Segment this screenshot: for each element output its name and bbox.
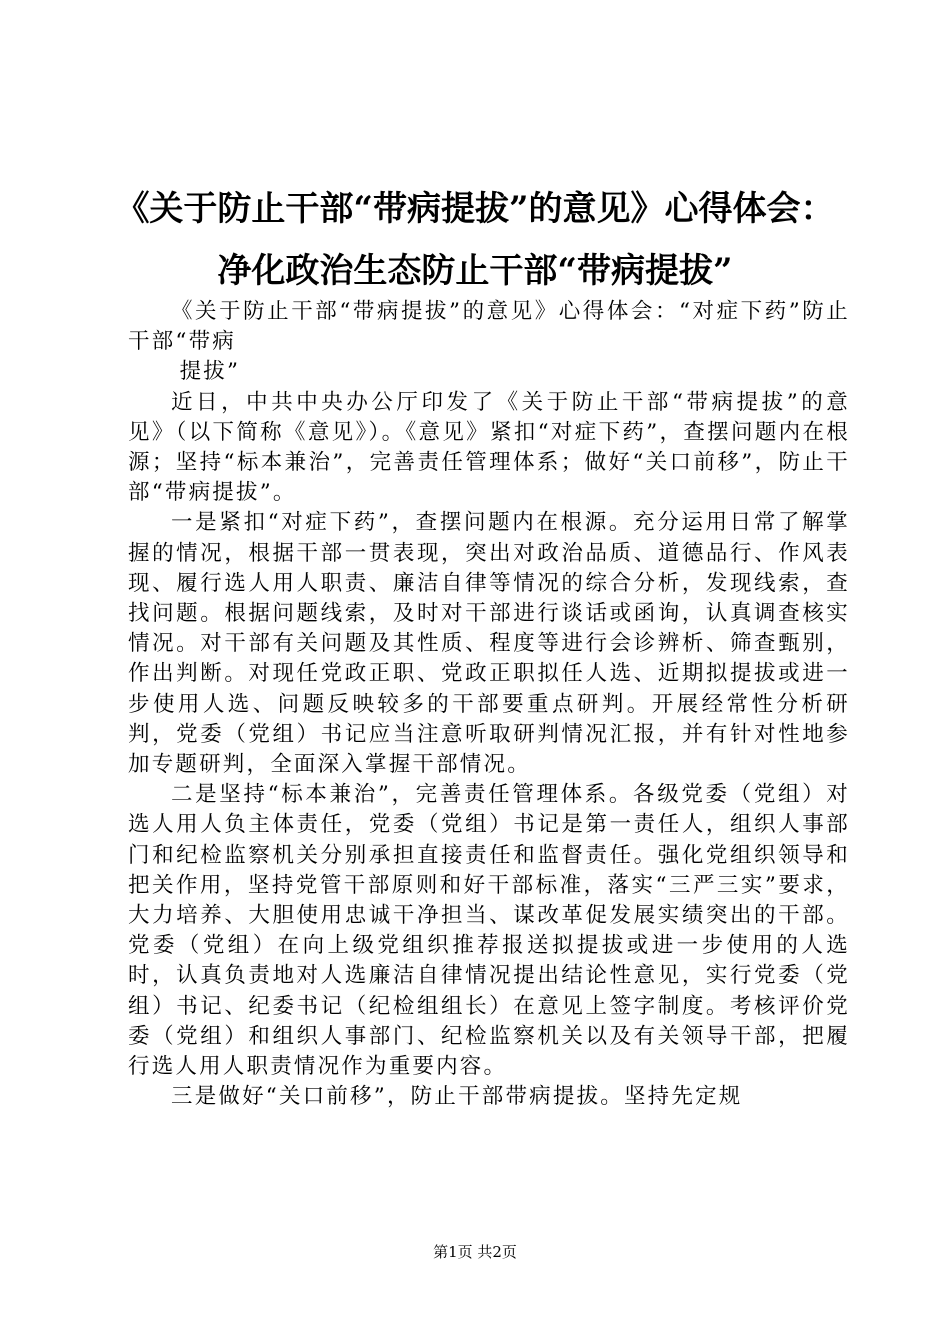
document-body [128,297,850,1112]
paragraph-point-two: 二是坚持“标本兼治”，完善责任管理体系。各级党委（党组）对选人用人负主体责任，党委（党组）书记是第一责任人，组织人事部门和纪检监察机关分别承担直接责任和监督责任。强化党组织领导和把关作用，坚持党管干部原则和好干部标准，落实“三严三实”要求，大力培养、大胆使用忠诚干净担当、谋改革促发展实绩突出的干部。党委（党组）在向上级党组织推荐报送拟提拔或进一步使用的人选时，认真负责地对人选廉洁自律情况提出结论性意见，实行党委（党组）书记、纪委书记（纪检组组长）在意见上签字制度。考核评价党委（党组）和组织人事部门、纪检监察机关以及有关领导干部，把履行选人用人职责情况作为重要内容。 [128,782,850,1080]
document-title: 《关于防止干部“带病提拔”的意见》心得体会：净化政治生态防止干部“带病提拔” [115,189,835,291]
paragraph-point-three: 三是做好“关口前移”，防止干部带病提拔。坚持先定规 [171,1084,743,1110]
paragraph-intro: 近日，中共中央办公厅印发了《关于防止干部“带病提拔”的意见》（以下简称《意见》）。《意见》紧扣“对症下药”，查摆问题内在根源；坚持“标本兼治”，完善责任管理体系；做好“关口前移”，防止干部“带病提拔”。 [128,389,850,506]
paragraph-point-one: 一是紧扣“对症下药”，查摆问题内在根源。充分运用日常了解掌握的情况，根据干部一贯表现，突出对政治品质、道德品行、作风表现、履行选人用人职责、廉洁自律等情况的综合分析，发现线索，查找问题。根据问题线索，及时对干部进行谈话或函询，认真调查核实情况。对干部有关问题及其性质、程度等进行会诊辨析、筛查甄别，作出判断。对现任党政正职、党政正职拟任人选、近期拟提拔或进一步使用人选、问题反映较多的干部要重点研判。开展经常性分析研判，党委（党组）书记应当注意听取研判情况汇报，并有针对性地参加专题研判，全面深入掌握干部情况。 [128,510,850,778]
subtitle-line: 《关于防止干部“带病提拔”的意见》心得体会：“对症下药”防止干部“带病 [128,299,850,355]
subtitle-line-continued: 提拔” [179,359,241,385]
page-number: 第1页 共2页 [433,1243,517,1261]
